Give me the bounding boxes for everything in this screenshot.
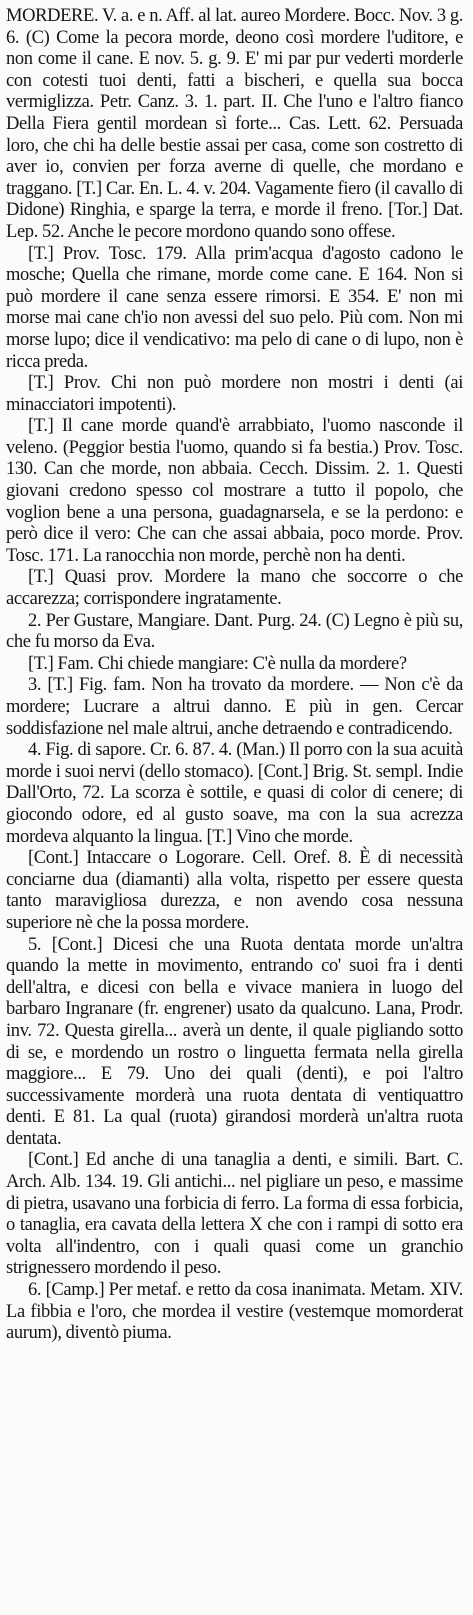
entry-paragraph-8: 3. [T.] Fig. fam. Non ha trovato da mordere. — Non c'è da mordere; Lucrare a altrui danno. E più in gen. Cercar soddisfazione nel male altrui, anche detraendo e contradicendo. <box>6 675 463 739</box>
entry-paragraph-4: [T.] Il cane morde quand'è arrabbiato, l'uomo nasconde il veleno. (Peggior bestia l'uomo, quando si fa bestia.) Prov. Tosc. 130. Can che morde, non abbaia. Cecch. Dissim. 2. 1. Questi giovani credono spesso col mostrare a tutto il popolo, che voglion bene a una persona, guadagnarsela, e se la perdono: e però dice il vero: Che can che assai abbaia, poco morde. Prov. Tosc. 171. La ranocchia non morde, perchè non ha denti. <box>6 416 463 566</box>
entry-paragraph-5: [T.] Quasi prov. Mordere la mano che soccorre o che accarezza; corrispondere ingratamente. <box>6 567 463 610</box>
entry-paragraph-13: 6. [Camp.] Per metaf. e retto da cosa inanimata. Metam. XIV. La fibbia e l'oro, che mordea il vestire (vestemque momorderat aurum), diventò piuma. <box>6 1280 463 1344</box>
entry-paragraph-3: [T.] Prov. Chi non può mordere non mostri i denti (ai minacciatori impotenti). <box>6 373 463 415</box>
entry-paragraph-11: 5. [Cont.] Dicesi che una Ruota dentata morde un'altra quando la mette in movimento, entrando co' suoi fra i denti dell'altra, e dicesi con bella e vivace maniera in luogo del barbaro Ingranare (fr. engrener) usato da qualcuno. Lana, Prodr. inv. 72. Questa girella... averà un dente, il quale pigliando sotto di se, e mordendo un rostro o linguetta fermata nella girella maggiore... E 79. Uno dei quali (denti), e poi l'altro successivamente morderà una ruota dentata di ventiquattro denti. E 81. La qual (ruota) girandosi morderà un'altra ruota dentata. <box>6 934 463 1149</box>
entry-paragraph-10: [Cont.] Intaccare o Logorare. Cell. Oref. 8. È di necessità conciarne dua (diamanti) alla volta, rispetto per essere questa tanto maravigliosa durezza, e non avendo cosa nessuna superiore nè che la possa mordere. <box>6 848 463 933</box>
entry-paragraph-7: [T.] Fam. Chi chiede mangiare: C'è nulla da mordere? <box>28 653 407 674</box>
entry-paragraph-6: 2. Per Gustare, Mangiare. Dant. Purg. 24. (C) Legno è più su, che fu morso da Eva. <box>6 610 463 653</box>
entry-paragraph-1: MORDERE. V. a. e n. Aff. al lat. aureo Mordere. Bocc. Nov. 3 g. 6. (C) Come la pecora morde, deono così mordere l'uditore, e non come il cane. E nov. 5. g. 9. E' mi par pur vederti morderle con cotesti tuoi denti, fatti a bischeri, e quella sua bocca vermiglizza. Petr. Canz. 3. 1. part. II. Che l'uno e l'altro fianco Della Fiera gentil mordean sì forte... Cas. Lett. 62. Persuada loro, che chi ha delle bestie assai per casa, come son costretto di aver io, convien per forza averne di quelle, che mordano e traggano. [T.] Car. En. L. 4. v. 204. Vagamente fiero (il cavallo di Didone) Ringhia, e sparge la terra, e morde il freno. [Tor.] Dat. Lep. 52. Anche le pecore mordono quando sono offese. <box>6 6 463 242</box>
entry-paragraph-9: 4. Fig. di sapore. Cr. 6. 87. 4. (Man.) Il porro con la sua acuità morde i suoi nervi (dello stomaco). [Cont.] Brig. St. sempl. Indie Dall'Orto, 72. La scorza è sottile, e quasi di color di cenere; di giocondo odore, ed al gusto soave, ma con la sua acrezza mordeva alquanto la lingua. [T.] Vino che morde. <box>6 740 463 847</box>
entry-paragraph-12: [Cont.] Ed anche di una tanaglia a denti, e simili. Bart. C. Arch. Alb. 134. 19. Gli antichi... nel pigliare un peso, e massime di pietra, usavano una forbicia di ferro. La forma di essa forbicia, o tanaglia, era cavata della lettera X che con i rampi di sotto era volta all'indentro, con i quali quasi come un granchio strignessero mordendo il peso. <box>6 1150 463 1279</box>
entry-paragraph-2: [T.] Prov. Tosc. 179. Alla prim'acqua d'agosto cadono le mosche; Quella che rimane, morde come cane. E 164. Non si può mordere il cane senza essere rimorsi. E 354. E' non mi morse mai cane ch'io non avessi del suo pelo. Più com. Non mi morse lupo; dice il vendicativo: ma pelo di cane o di lupo, non è ricca preda. <box>6 243 463 372</box>
